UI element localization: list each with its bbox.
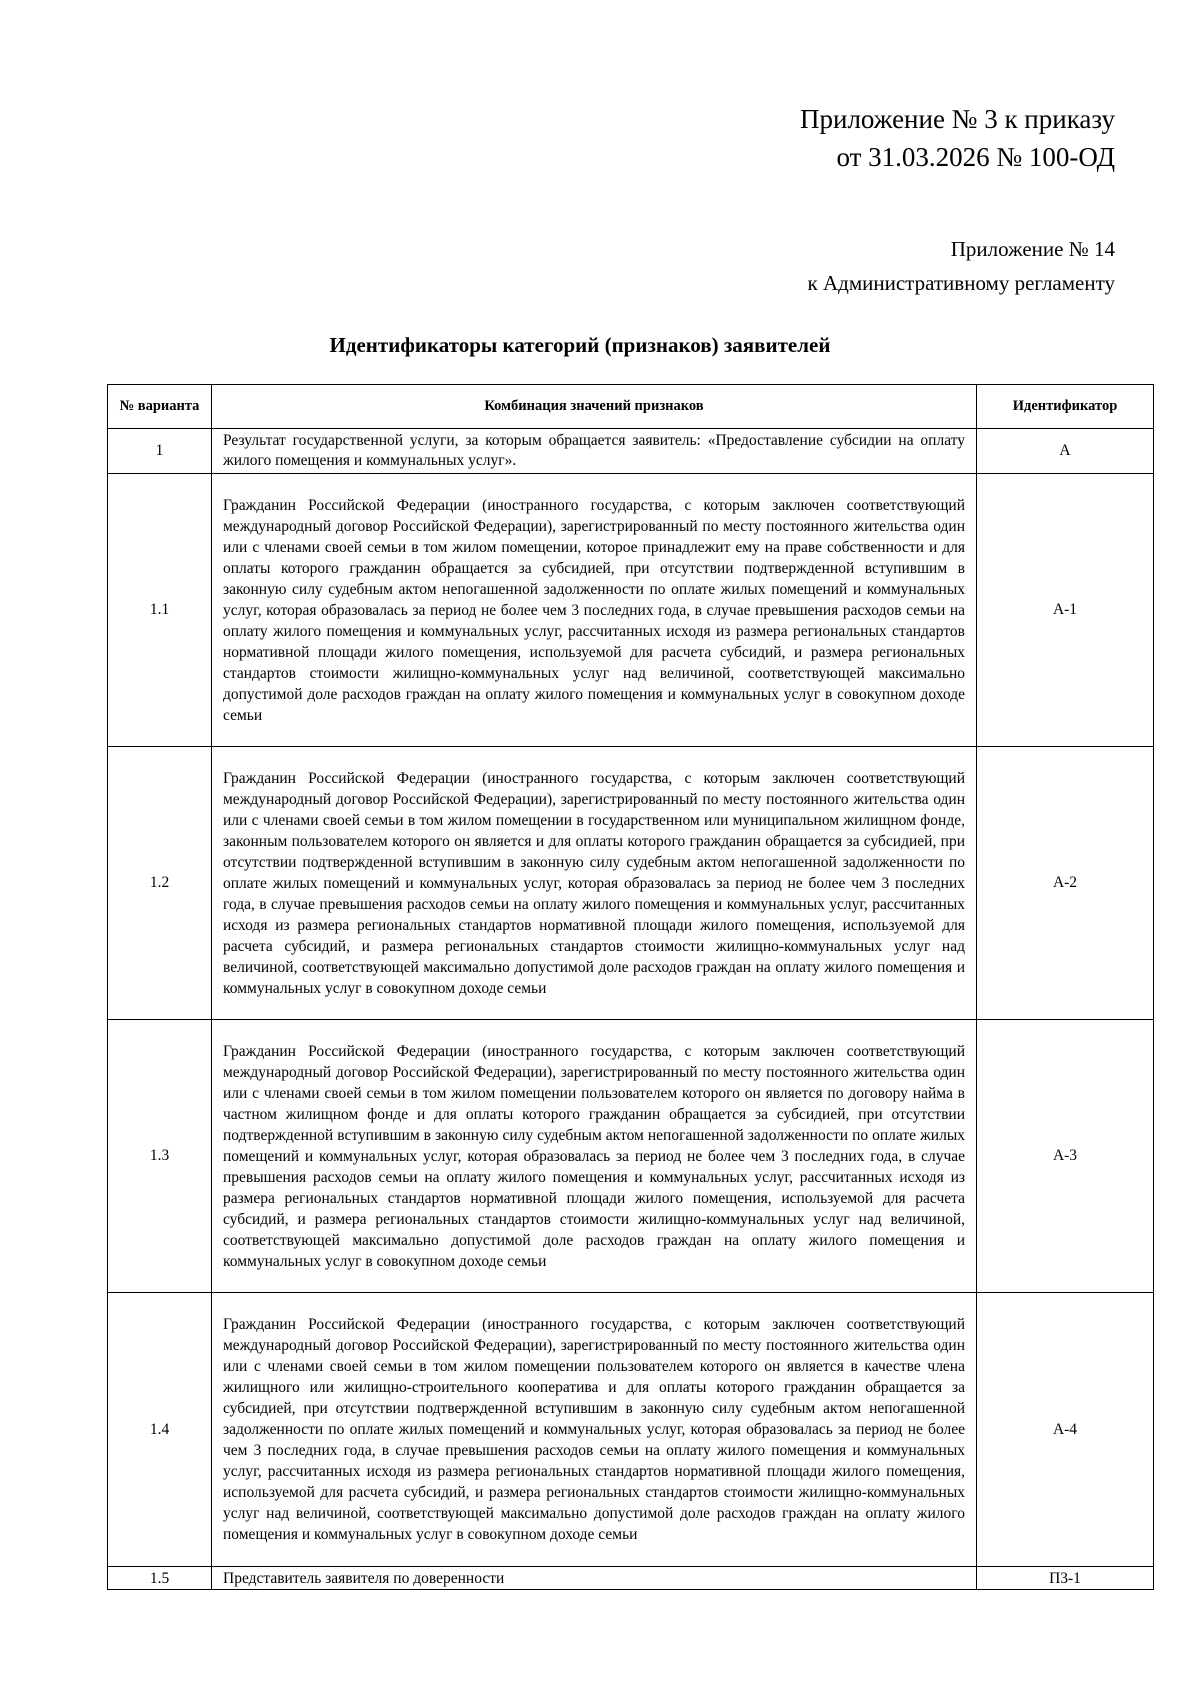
- table-header-row: [108, 385, 1154, 429]
- variant-description: Гражданин Российской Федерации (иностранного государства, с которым заключен соответствующий международный договор Российской Федерации), зарегистрированный по месту постоянного жительства один или с членами своей семьи в том жилом помещении пользователем которого он является по договору найма в частном жилищном фонде и для оплаты которого гражданин обращается за субсидией, при отсутствии подтвержденной вступившим в законную силу судебным актом непогашенной задолженности по оплате жилых помещений и коммунальных услуг, которая образовалась за период не более чем 3 последних года, в случае превышения расходов семьи на оплату жилого помещения и коммунальных услуг, рассчитанных исходя из размера региональных стандартов нормативной площади жилого помещения, используемой для расчета субсидий, и размера региональных стандартов стоимости жилищно-коммунальных услуг над величиной, соответствующей максимально допустимой доле расходов граждан на оплату жилого помещения и коммунальных услуг в совокупном доходе семьи: [212, 1020, 977, 1293]
- variant-description: Гражданин Российской Федерации (иностранного государства, с которым заключен соответствующий международный договор Российской Федерации), зарегистрированный по месту постоянного жительства один или с членами своей семьи в том жилом помещении, которое принадлежит ему на праве собственности и для оплаты которого гражданин обращается за субсидией, при отсутствии подтвержденной вступившим в законную силу судебным актом непогашенной задолженности по оплате жилых помещений и коммунальных услуг, которая образовалась за период не более чем 3 последних года, в случае превышения расходов семьи на оплату жилого помещения и коммунальных услуг, рассчитанных исходя из размера региональных стандартов нормативной площади жилого помещения, используемой для расчета субсидий, и размера региональных стандартов стоимости жилищно-коммунальных услуг над величиной, соответствующей максимально допустимой доле расходов граждан на оплату жилого помещения и коммунальных услуг в совокупном доходе семьи: [212, 474, 977, 747]
- header-identifier: Идентификатор: [977, 385, 1154, 429]
- variant-identifier: А-4: [977, 1293, 1154, 1567]
- variant-identifier: А-3: [977, 1020, 1154, 1293]
- table-row: [108, 1293, 1154, 1567]
- order-appendix-line1: Приложение № 3 к приказу: [800, 104, 1115, 134]
- variant-description: Результат государственной услуги, за которым обращается заявитель: «Предоставление субсидии на оплату жилого помещения и коммунальных услуг».: [212, 429, 977, 474]
- table-row: [108, 1020, 1154, 1293]
- variant-description: Представитель заявителя по доверенности: [212, 1567, 977, 1590]
- document-title: Идентификаторы категорий (признаков) заявителей: [329, 333, 831, 357]
- table-row: [108, 1567, 1154, 1590]
- regulation-appendix-line2: к Административному регламенту: [807, 271, 1115, 295]
- order-appendix-heading: [800, 100, 1115, 176]
- variant-identifier: А: [977, 429, 1154, 474]
- variant-identifier: А-1: [977, 474, 1154, 747]
- variant-identifier: А-2: [977, 747, 1154, 1020]
- variant-number: 1.4: [108, 1293, 212, 1567]
- variant-number: 1.5: [108, 1567, 212, 1590]
- table-row: [108, 429, 1154, 474]
- variant-number: 1.3: [108, 1020, 212, 1293]
- variant-description: Гражданин Российской Федерации (иностранного государства, с которым заключен соответствующий международный договор Российской Федерации), зарегистрированный по месту постоянного жительства один или с членами своей семьи в том жилом помещении в государственном или муниципальном жилищном фонде, законным пользователем которого он является и для оплаты которого гражданин обращается за субсидией, при отсутствии подтвержденной вступившим в законную силу судебным актом непогашенной задолженности по оплате жилых помещений и коммунальных услуг, которая образовалась за период не более чем 3 последних года, в случае превышения расходов семьи на оплату жилого помещения и коммунальных услуг, рассчитанных исходя из размера региональных стандартов нормативной площади жилого помещения, используемой для расчета субсидий, и размера региональных стандартов стоимости жилищно-коммунальных услуг над величиной, соответствующей максимально допустимой доле расходов граждан на оплату жилого помещения и коммунальных услуг в совокупном доходе семьи: [212, 747, 977, 1020]
- variant-number: 1: [108, 429, 212, 474]
- variant-number: 1.2: [108, 747, 212, 1020]
- identifiers-table: [107, 384, 1154, 1590]
- regulation-appendix-line1: Приложение № 14: [950, 237, 1115, 261]
- variant-number: 1.1: [108, 474, 212, 747]
- regulation-appendix-heading: [808, 232, 1115, 300]
- table-row: [108, 747, 1154, 1020]
- header-combination: Комбинация значений признаков: [212, 385, 977, 429]
- variant-identifier: П3-1: [977, 1567, 1154, 1590]
- table-row: [108, 474, 1154, 747]
- variant-description: Гражданин Российской Федерации (иностранного государства, с которым заключен соответствующий международный договор Российской Федерации), зарегистрированный по месту постоянного жительства один или с членами своей семьи в том жилом помещении пользователем которого он является в качестве члена жилищного или жилищно-строительного кооператива и для оплаты которого гражданин обращается за субсидией, при отсутствии подтвержденной вступившим в законную силу судебным актом непогашенной задолженности по оплате жилых помещений и коммунальных услуг, которая образовалась за период не более чем 3 последних года, в случае превышения расходов семьи на оплату жилого помещения и коммунальных услуг, рассчитанных исходя из размера региональных стандартов нормативной площади жилого помещения, используемой для расчета субсидий, и размера региональных стандартов стоимости жилищно-коммунальных услуг над величиной, соответствующей максимально допустимой доле расходов граждан на оплату жилого помещения и коммунальных услуг в совокупном доходе семьи: [212, 1293, 977, 1567]
- order-appendix-line2: от 31.03.2026 № 100-ОД: [836, 142, 1115, 172]
- header-variant-number: № варианта: [108, 385, 212, 429]
